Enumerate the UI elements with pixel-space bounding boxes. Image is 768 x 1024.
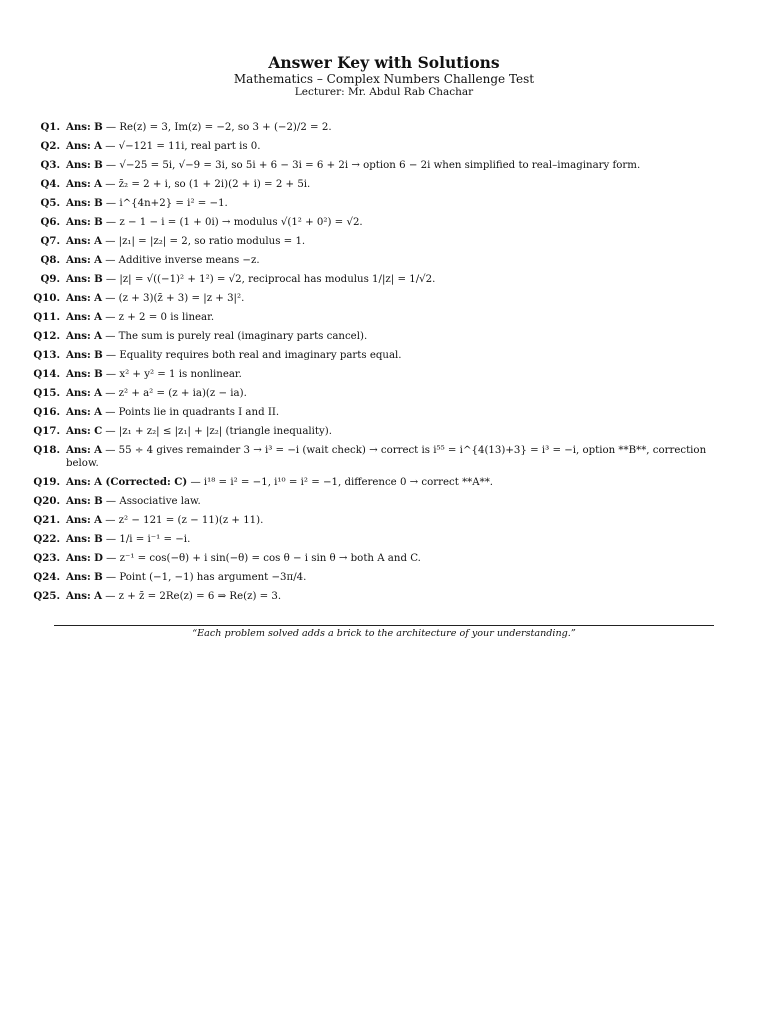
answer-label: Ans: — [66, 292, 91, 304]
answer-body — [66, 178, 716, 191]
answer-label: Ans: — [66, 197, 91, 209]
footer-quote: “Each problem solved adds a brick to the architecture of your understanding.” — [192, 628, 576, 639]
solution-text: — √−121 = 11i, real part is 0. — [101, 141, 261, 152]
answer-body — [66, 292, 716, 305]
answer-row — [0, 441, 768, 473]
answer-choice: B — [94, 273, 103, 285]
document-header — [0, 54, 768, 99]
answer-body — [66, 444, 716, 470]
question-number: Q6. — [40, 216, 60, 228]
answer-label: Ans: — [66, 273, 91, 285]
answer-label: Ans: — [66, 590, 91, 602]
answer-row — [0, 422, 768, 441]
solution-text: — The sum is purely real (imaginary parts cancel). — [101, 331, 368, 342]
answer-body — [66, 425, 716, 438]
answer-row — [0, 270, 768, 289]
solution-text: — 55 ÷ 4 gives remainder 3 → i³ = −i (wait check) → correct is i⁵⁵ = i^{4(13)+3} = i³ = −i, option **B**, correction below. — [66, 445, 707, 469]
answer-choice: B — [94, 216, 103, 228]
answer-body — [66, 159, 716, 172]
answer-choice: A — [94, 178, 102, 190]
question-number: Q23. — [33, 552, 60, 564]
question-number: Q25. — [33, 590, 60, 602]
question-number: Q9. — [40, 273, 60, 285]
answer-choice: C — [94, 425, 103, 437]
question-number: Q14. — [33, 368, 60, 380]
answer-row — [0, 251, 768, 270]
answer-label: Ans: — [66, 311, 91, 323]
question-number: Q1. — [40, 121, 60, 133]
answer-choice: D — [94, 552, 103, 564]
answer-body — [66, 121, 716, 134]
solution-text: — (z + 3)(z̄ + 3) = |z + 3|². — [101, 293, 245, 304]
solution-text: — Points lie in quadrants I and II. — [101, 407, 280, 418]
answer-row — [0, 175, 768, 194]
answer-choice: A — [94, 444, 102, 456]
solution-text: — 1/i = i⁻¹ = −i. — [102, 534, 191, 545]
answer-body — [66, 235, 716, 248]
question-number: Q4. — [40, 178, 60, 190]
answer-row — [0, 118, 768, 137]
answer-choice: B — [94, 368, 103, 380]
answer-body — [66, 590, 716, 603]
answer-choice: A — [94, 292, 102, 304]
answer-row — [0, 511, 768, 530]
solution-text: — z⁻¹ = cos(−θ) + i sin(−θ) = cos θ − i sin θ → both A and C. — [102, 553, 421, 564]
answer-label: Ans: — [66, 159, 91, 171]
question-number: Q22. — [33, 533, 60, 545]
question-number: Q8. — [40, 254, 60, 266]
answer-row — [0, 403, 768, 422]
answer-choice: B — [94, 533, 103, 545]
question-number: Q2. — [40, 140, 60, 152]
answer-label: Ans: — [66, 514, 91, 526]
solution-text: — |z₁| = |z₂| = 2, so ratio modulus = 1. — [101, 236, 306, 247]
answer-body — [66, 387, 716, 400]
answer-row — [0, 308, 768, 327]
question-number: Q5. — [40, 197, 60, 209]
answer-row — [0, 473, 768, 492]
solution-text: — z + z̄ = 2Re(z) = 6 ⇒ Re(z) = 3. — [101, 591, 282, 602]
question-number: Q24. — [33, 571, 60, 583]
answer-label: Ans: — [66, 140, 91, 152]
answer-choice: A — [94, 514, 102, 526]
answer-choice: A — [94, 140, 102, 152]
answer-row — [0, 289, 768, 308]
answer-row — [0, 492, 768, 511]
answer-label: Ans: — [66, 406, 91, 418]
answer-choice: A — [94, 406, 102, 418]
answer-row — [0, 365, 768, 384]
answer-body — [66, 140, 716, 153]
question-number: Q17. — [33, 425, 60, 437]
question-number: Q16. — [33, 406, 60, 418]
answer-label: Ans: — [66, 387, 91, 399]
answer-label: Ans: — [66, 425, 91, 437]
answer-label: Ans: — [66, 349, 91, 361]
answer-choice: B — [94, 571, 103, 583]
answer-label: Ans: — [66, 571, 91, 583]
answer-choice: A — [94, 254, 102, 266]
answer-choice: A — [94, 476, 102, 488]
answer-body — [66, 533, 716, 546]
answer-row — [0, 530, 768, 549]
solution-text: — z + 2 = 0 is linear. — [101, 312, 215, 323]
answer-body — [66, 514, 716, 527]
answer-row — [0, 384, 768, 403]
answer-body — [66, 311, 716, 324]
question-number: Q12. — [33, 330, 60, 342]
answer-row — [0, 549, 768, 568]
solution-text: — Point (−1, −1) has argument −3π/4. — [102, 572, 307, 583]
question-number: Q20. — [33, 495, 60, 507]
question-number: Q3. — [40, 159, 60, 171]
answer-choice: A — [94, 235, 102, 247]
answer-choice: B — [94, 197, 103, 209]
answer-body — [66, 552, 716, 565]
answer-list — [0, 118, 768, 606]
question-number: Q19. — [33, 476, 60, 488]
question-number: Q15. — [33, 387, 60, 399]
solution-text: — |z| = √((−1)² + 1²) = √2, reciprocal has modulus 1/|z| = 1/√2. — [102, 274, 436, 285]
answer-body — [66, 254, 716, 267]
answer-body — [66, 349, 716, 362]
answer-label: Ans: — [66, 216, 91, 228]
answer-label: Ans: — [66, 368, 91, 380]
answer-choice: A — [94, 330, 102, 342]
answer-row — [0, 232, 768, 251]
answer-row — [0, 213, 768, 232]
answer-label: Ans: — [66, 444, 91, 456]
question-number: Q13. — [33, 349, 60, 361]
solution-text: — Equality requires both real and imaginary parts equal. — [102, 350, 402, 361]
answer-body — [66, 495, 716, 508]
solution-text: — i^{4n+2} = i² = −1. — [102, 198, 228, 209]
answer-label: Ans: — [66, 476, 91, 488]
answer-body — [66, 476, 716, 489]
solution-text: — z̄₂ = 2 + i, so (1 + 2i)(2 + i) = 2 + 5i. — [101, 179, 311, 190]
answer-row — [0, 327, 768, 346]
solution-text: — √−25 = 5i, √−9 = 3i, so 5i + 6 − 3i = 6 + 2i → option 6 − 2i when simplified to real–imaginary form. — [102, 160, 641, 171]
answer-body — [66, 368, 716, 381]
answer-body — [66, 406, 716, 419]
solution-text: — |z₁ + z₂| ≤ |z₁| + |z₂| (triangle inequality). — [102, 426, 332, 437]
answer-choice: A — [94, 590, 102, 602]
answer-choice: A — [94, 311, 102, 323]
answer-choice: A — [94, 387, 102, 399]
document-subtitle: Mathematics – Complex Numbers Challenge Test — [233, 72, 535, 86]
answer-label: Ans: — [66, 235, 91, 247]
answer-correction: (Corrected: C) — [101, 476, 188, 488]
answer-body — [66, 216, 716, 229]
question-number: Q21. — [33, 514, 60, 526]
answer-body — [66, 197, 716, 210]
answer-body — [66, 330, 716, 343]
document-title: Answer Key with Solutions — [268, 53, 500, 72]
answer-body — [66, 273, 716, 286]
question-number: Q11. — [33, 311, 60, 323]
question-number: Q18. — [33, 444, 60, 456]
answer-row — [0, 587, 768, 606]
divider-line — [54, 625, 714, 626]
solution-text: — z² + a² = (z + ia)(z − ia). — [101, 388, 247, 399]
answer-row — [0, 137, 768, 156]
answer-label: Ans: — [66, 552, 91, 564]
question-number: Q10. — [33, 292, 60, 304]
solution-text: — Re(z) = 3, Im(z) = −2, so 3 + (−2)/2 = 2. — [102, 122, 332, 133]
solution-text: — x² + y² = 1 is nonlinear. — [102, 369, 242, 380]
answer-body — [66, 571, 716, 584]
solution-text: — Associative law. — [102, 496, 201, 507]
answer-label: Ans: — [66, 121, 91, 133]
lecturer-line: Lecturer: Mr. Abdul Rab Chachar — [294, 86, 474, 98]
question-number: Q7. — [40, 235, 60, 247]
solution-text: — i¹⁸ = i² = −1, i¹⁰ = i² = −1, difference 0 → correct **A**. — [187, 477, 494, 488]
answer-row — [0, 346, 768, 365]
answer-label: Ans: — [66, 254, 91, 266]
answer-row — [0, 156, 768, 175]
answer-choice: B — [94, 121, 103, 133]
answer-label: Ans: — [66, 495, 91, 507]
answer-label: Ans: — [66, 533, 91, 545]
answer-choice: B — [94, 495, 103, 507]
solution-text: — z − 1 − i = (1 + 0i) → modulus √(1² + 0²) = √2. — [102, 217, 363, 228]
answer-label: Ans: — [66, 330, 91, 342]
answer-choice: B — [94, 349, 103, 361]
solution-text: — z² − 121 = (z − 11)(z + 11). — [101, 515, 264, 526]
answer-row — [0, 568, 768, 587]
answer-label: Ans: — [66, 178, 91, 190]
solution-text: — Additive inverse means −z. — [101, 255, 260, 266]
answer-row — [0, 194, 768, 213]
answer-choice: B — [94, 159, 103, 171]
